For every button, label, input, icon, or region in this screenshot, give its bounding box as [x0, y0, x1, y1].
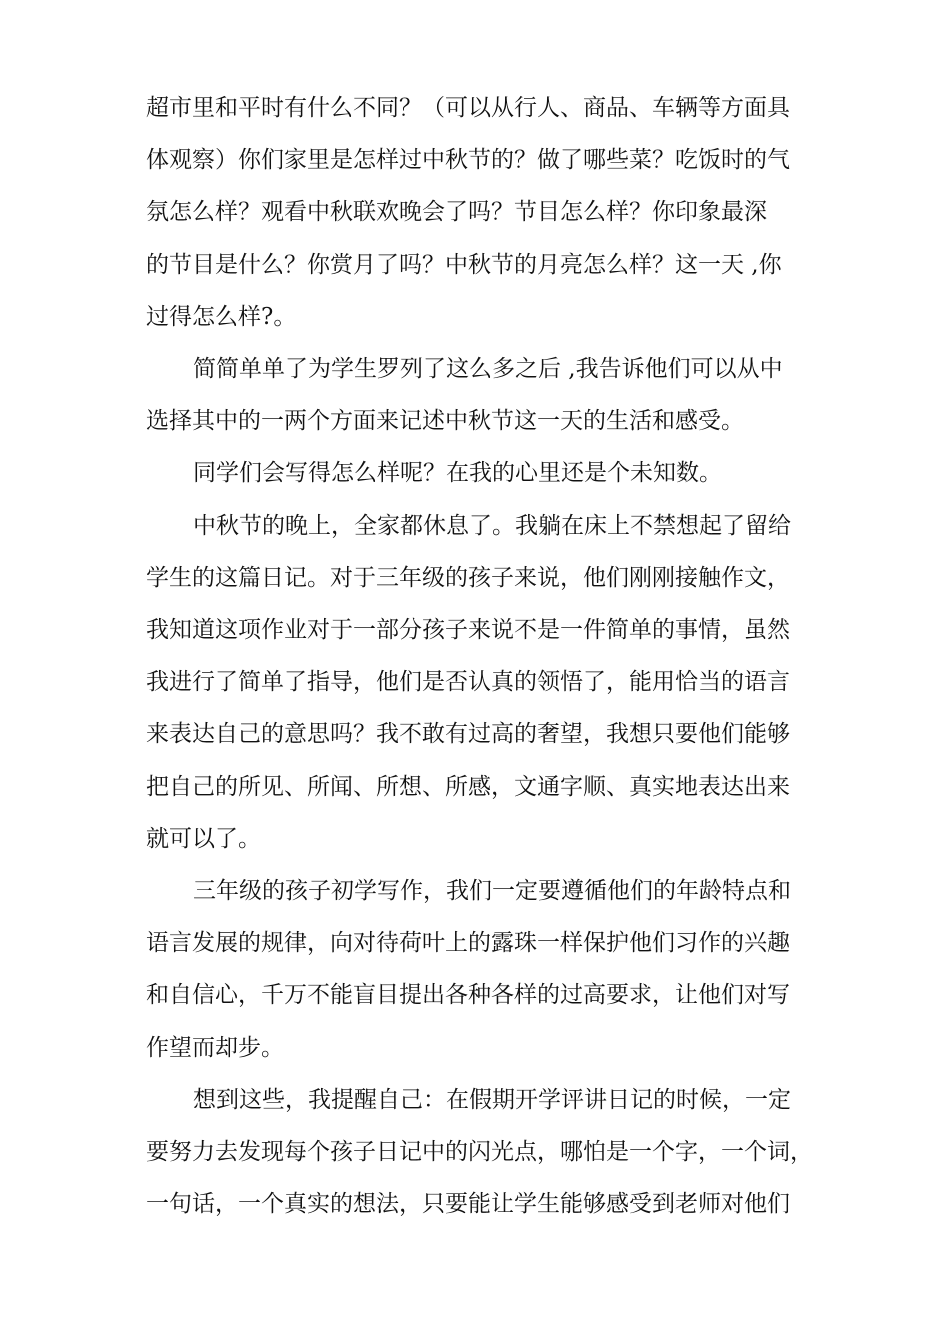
document-body: [146, 82, 818, 1230]
text-line: 三年级的孩子初学写作，我们一定要遵循他们的年龄特点和: [193, 878, 791, 905]
text-line: 同学们会写得怎么样呢？在我的心里还是个未知数。: [193, 460, 722, 487]
text-line: 把自己的所见、所闻、所想、所感，文通字顺、真实地表达出来: [146, 773, 790, 800]
text-line: 的节目是什么？你赏月了吗？中秋节的月亮怎么样？这一天 ,你: [146, 251, 782, 278]
text-line: 过得怎么样?。: [146, 303, 297, 330]
paragraph-1: [146, 82, 818, 343]
text-line: 学生的这篇日记。对于三年级的孩子来说，他们刚刚接触作文，: [146, 564, 790, 591]
text-line: 氛怎么样？观看中秋联欢晚会了吗？节目怎么样？你印象最深: [146, 199, 767, 226]
text-line: 超市里和平时有什么不同？（可以从行人、商品、车辆等方面具: [146, 95, 790, 121]
text-line: 想到这些，我提醒自己：在假期开学评讲日记的时候，一定: [193, 1086, 791, 1113]
paragraph-5: [146, 865, 818, 1074]
paragraph-2: [146, 343, 818, 447]
text-line: 选择其中的一两个方面来记述中秋节这一天的生活和感受。: [146, 408, 744, 435]
text-line: 体观察）你们家里是怎样过中秋节的？做了哪些菜？吃饭时的气: [146, 147, 790, 174]
text-line: 就可以了。: [146, 825, 261, 852]
text-line: 和自信心，千万不能盲目提出各种各样的过高要求，让他们对写: [146, 982, 790, 1009]
paragraph-4: [146, 500, 818, 865]
paragraph-6: [146, 1074, 818, 1231]
text-line: 来表达自己的意思吗？我不敢有过高的奢望，我想只要他们能够: [146, 721, 790, 748]
text-line: 语言发展的规律，向对待荷叶上的露珠一样保护他们习作的兴趣: [146, 930, 790, 957]
text-line: 我进行了简单了指导，他们是否认真的领悟了，能用恰当的语言: [146, 669, 790, 696]
paragraph-3: [146, 447, 818, 499]
text-line: 一句话，一个真实的想法，只要能让学生能够感受到老师对他们: [146, 1191, 790, 1218]
text-line: 中秋节的晚上，全家都休息了。我躺在床上不禁想起了留给: [193, 512, 791, 539]
text-line: 要努力去发现每个孩子日记中的闪光点，哪怕是一个字，一个词，: [146, 1139, 813, 1166]
text-line: 我知道这项作业对于一部分孩子来说不是一件简单的事情，虽然: [146, 617, 790, 644]
text-line: 简简单单了为学生罗列了这么多之后 ,我告诉他们可以从中: [193, 356, 783, 383]
text-line: 作望而却步。: [146, 1034, 284, 1061]
